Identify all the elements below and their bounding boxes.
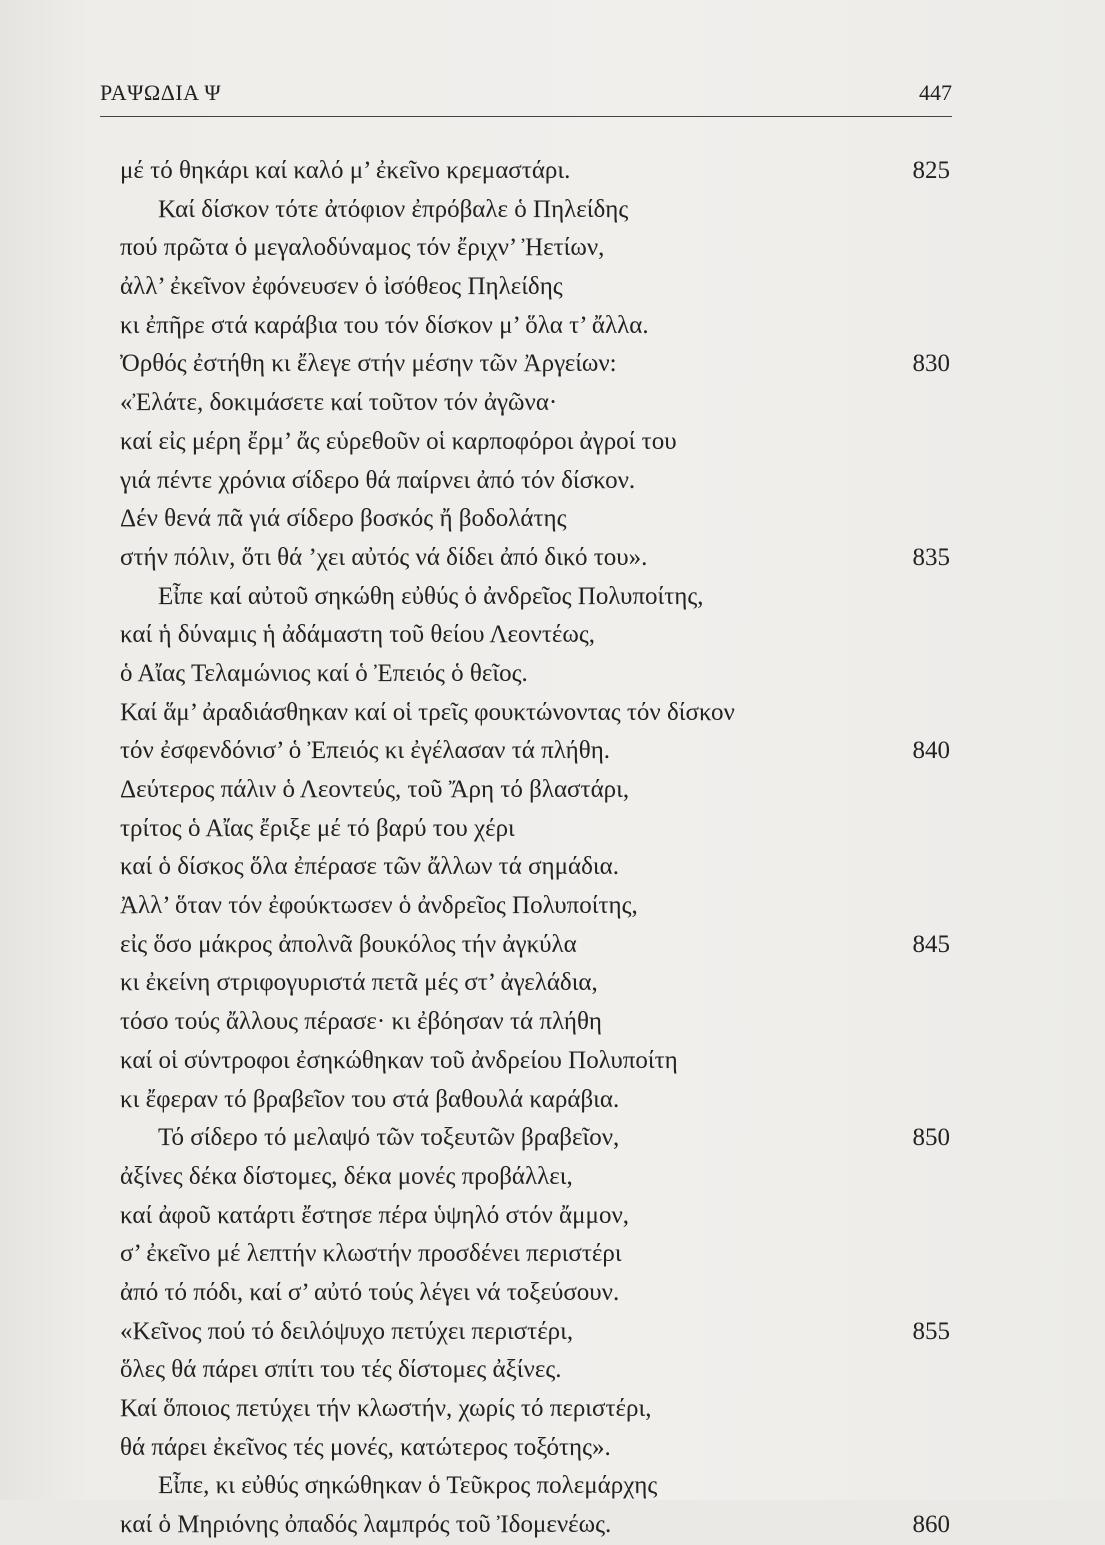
verse-line <box>120 307 950 346</box>
verse-text: ἀξίνες δέκα δίστομες, δέκα μονές προβάλλει, <box>120 1162 573 1190</box>
verse-text: ὁ Αἴας Τελαμώνιος καί ὁ Ἐπειός ὁ θεῖος. <box>120 659 528 687</box>
verse-text: «Κεῖνος πού τό δειλόψυχο πετύχει περιστέρι, <box>120 1317 574 1345</box>
verse-text: καί οἱ σύντροφοι ἐσηκώθηκαν τοῦ ἀνδρείου Πολυποίτη <box>120 1046 678 1074</box>
running-head: ΡΑΨΩΔΙΑ Ψ <box>100 80 222 105</box>
verse-text: τρίτος ὁ Αἴας ἔριξε μέ τό βαρύ του χέρι <box>120 814 515 842</box>
verse-line <box>120 616 950 655</box>
line-number: 850 <box>912 1124 950 1152</box>
verse-line <box>120 810 950 849</box>
verse-text: Ἀλλ’ ὅταν τόν ἐφούκτωσεν ὁ ἀνδρεῖος Πολυποίτης, <box>120 892 638 920</box>
verse-line <box>120 926 950 965</box>
verse-text: θά πάρει ἐκεῖνος τές μονές, κατώτερος τοξότης». <box>120 1433 611 1461</box>
verse-text: πού πρῶτα ὁ μεγαλοδύναμος τόν ἔριχν’ Ἠετίων, <box>120 234 605 262</box>
line-number: 860 <box>912 1511 950 1539</box>
verse-text: Εἶπε, κι εὐθύς σηκώθηκαν ὁ Τεῦκρος πολεμάρχης <box>158 1472 658 1500</box>
verse-text: «Ἐλάτε, δοκιμάσετε καί τοῦτον τόν ἀγῶνα· <box>120 389 558 417</box>
verse-text: μέ τό θηκάρι καί καλό μ’ ἐκεῖνο κρεμαστάρι. <box>120 157 571 184</box>
line-number: 845 <box>912 930 950 958</box>
poem-text <box>120 152 950 1545</box>
verse-line <box>120 1042 950 1081</box>
verse-line <box>120 655 950 694</box>
verse-line <box>120 152 950 191</box>
verse-text: Καί ὅποιος πετύχει τήν κλωστήν, χωρίς τό περιστέρι, <box>120 1395 652 1422</box>
verse-text: τόν ἐσφενδόνισ’ ὁ Ἐπειός κι ἐγέλασαν τά πλήθη. <box>120 737 611 765</box>
verse-line <box>120 1003 950 1042</box>
verse-line <box>120 539 950 578</box>
verse-text: καί ἀφοῦ κατάρτι ἔστησε πέρα ὑψηλό στόν ἄμμον, <box>120 1201 629 1229</box>
verse-text: γιά πέντε χρόνια σίδερο θά παίρνει ἀπό τόν δίσκον. <box>120 466 636 494</box>
verse-line <box>120 423 950 462</box>
verse-line <box>120 1467 950 1506</box>
verse-line <box>120 1313 950 1352</box>
verse-line <box>120 771 950 810</box>
verse-text: κι ἐκείνη στριφογυριστά πετᾶ μές στ’ ἀγελάδια, <box>120 969 598 997</box>
verse-line <box>120 1235 950 1274</box>
verse-text: Καί ἅμ’ ἀραδιάσθηκαν καί οἱ τρεῖς φουκτώνοντας τόν δίσκον <box>120 698 735 726</box>
line-number: 830 <box>912 350 950 378</box>
verse-text: Εἶπε καί αὐτοῦ σηκώθη εὐθύς ὁ ἀνδρεῖος Πολυποίτης, <box>158 582 704 610</box>
verse-line <box>120 732 950 771</box>
verse-text: καί ὁ Μηριόνης ὀπαδός λαμπρός τοῦ Ἰδομενέως. <box>120 1511 612 1539</box>
verse-line <box>120 964 950 1003</box>
verse-line <box>120 345 950 384</box>
verse-text: σ’ ἐκεῖνο μέ λεπτήν κλωστήν προσδένει περιστέρι <box>120 1240 622 1268</box>
verse-text: Δεύτερος πάλιν ὁ Λεοντεύς, τοῦ Ἄρη τό βλαστάρι, <box>120 776 630 803</box>
line-number: 855 <box>912 1317 950 1345</box>
verse-line <box>120 1119 950 1158</box>
line-number: 825 <box>912 157 950 184</box>
verse-line <box>120 1274 950 1313</box>
verse-text: στήν πόλιν, ὅτι θά ’χει αὐτός νά δίδει ἀπό δικό του». <box>120 543 648 571</box>
verse-text: Ὀρθός ἐστήθη κι ἔλεγε στήν μέσην τῶν Ἀργείων: <box>120 350 617 378</box>
verse-line <box>120 229 950 268</box>
line-number: 835 <box>912 543 950 571</box>
verse-line <box>120 694 950 733</box>
verse-text: ὅλες θά πάρει σπίτι του τές δίστομες ἀξίνες. <box>120 1356 562 1384</box>
line-number: 840 <box>912 737 950 765</box>
page-number: 447 <box>919 80 952 105</box>
verse-text: τόσο τούς ἄλλους πέρασε· κι ἐβόησαν τά πλήθη <box>120 1008 602 1036</box>
verse-line <box>120 848 950 887</box>
verse-text: κι ἔφεραν τό βραβεῖον του στά βαθουλά καράβια. <box>120 1085 620 1113</box>
verse-line <box>120 1390 950 1429</box>
verse-text: ἀλλ’ ἐκεῖνον ἐφόνευσεν ὁ ἰσόθεος Πηλείδης <box>120 273 563 301</box>
verse-line <box>120 268 950 307</box>
verse-text: καί ὁ δίσκος ὅλα ἐπέρασε τῶν ἄλλων τά σημάδια. <box>120 853 619 881</box>
verse-text: καί ἡ δύναμις ἡ ἀδάμαστη τοῦ θείου Λεοντέως, <box>120 621 595 649</box>
verse-text: Τό σίδερο τό μελαψό τῶν τοξευτῶν βραβεῖον, <box>158 1124 620 1152</box>
verse-line <box>120 1158 950 1197</box>
verse-line <box>120 500 950 539</box>
verse-text: Δέν θενά πᾶ γιά σίδερο βοσκός ἤ βοδολάτης <box>120 505 567 533</box>
verse-text: εἰς ὅσο μάκρος ἀπολνᾶ βουκόλος τήν ἀγκύλα <box>120 930 577 958</box>
verse-text: ἀπό τό πόδι, καί σ’ αὐτό τούς λέγει νά τοξεύσουν. <box>120 1278 620 1306</box>
verse-line <box>120 384 950 423</box>
verse-text: καί εἰς μέρη ἔρμ’ ἄς εὑρεθοῦν οἱ καρποφόροι ἀγροί του <box>120 427 677 455</box>
verse-line <box>120 578 950 617</box>
verse-text: Καί δίσκον τότε ἀτόφιον ἐπρόβαλε ὁ Πηλείδης <box>158 195 629 223</box>
verse-line <box>120 887 950 926</box>
verse-line <box>120 1351 950 1390</box>
verse-line <box>120 1506 950 1545</box>
verse-line <box>120 1197 950 1236</box>
verse-line <box>120 1081 950 1120</box>
verse-text: κι ἐπῆρε στά καράβια του τόν δίσκον μ’ ὅλα τ’ ἄλλα. <box>120 311 649 339</box>
verse-line <box>120 1429 950 1468</box>
verse-line <box>120 462 950 501</box>
page-header <box>100 76 952 112</box>
header-rule <box>100 116 952 117</box>
verse-line <box>120 191 950 230</box>
